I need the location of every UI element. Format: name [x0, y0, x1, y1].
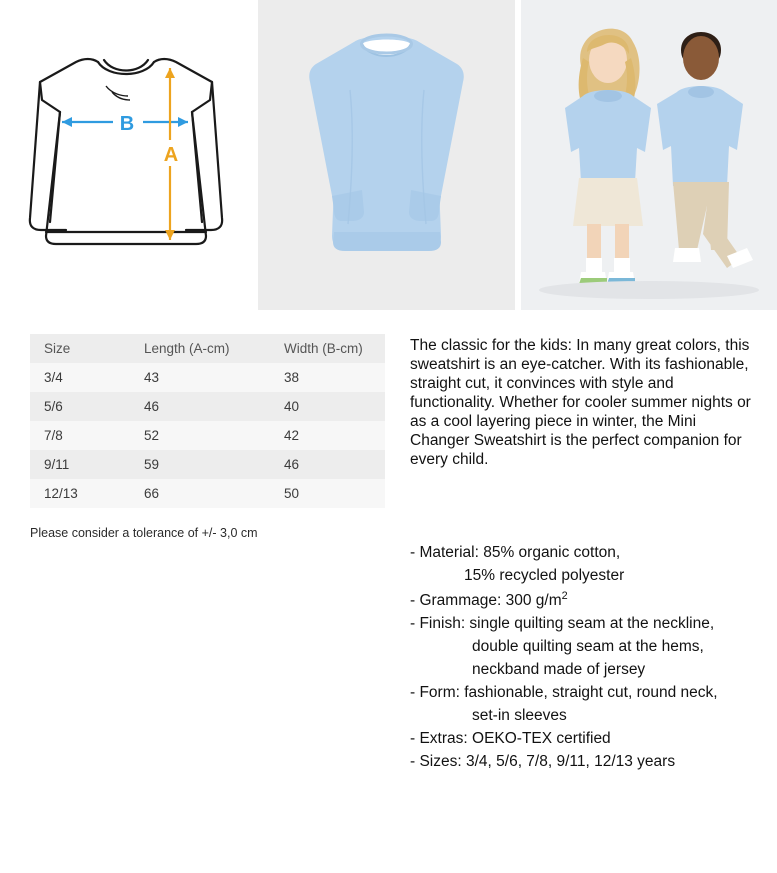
column-header-length: Length (A-cm)	[144, 341, 230, 356]
cell-width: 40	[284, 399, 300, 414]
size-chart	[30, 334, 385, 508]
spec-grammage-text: - Grammage: 300 g/m	[410, 592, 562, 610]
product-specifications	[410, 542, 760, 774]
measurement-diagram-image	[0, 0, 252, 310]
spec-form-cont: set-in sleeves	[472, 706, 567, 724]
table-row	[30, 363, 385, 392]
spec-form: - Form: fashionable, straight cut, round neck,	[410, 683, 718, 701]
table-row	[30, 450, 385, 479]
spec-material: - Material: 85% organic cotton,	[410, 544, 621, 561]
table-header-row	[30, 334, 385, 363]
cell-length: 59	[144, 457, 160, 472]
column-header-size: Size	[44, 341, 71, 356]
spec-finish-cont1: double quilting seam at the hems,	[472, 637, 704, 655]
table-row	[30, 421, 385, 450]
lifestyle-models-image	[521, 0, 777, 310]
cell-size: 12/13	[44, 486, 78, 501]
spec-finish-cont2: neckband made of jersey	[472, 660, 646, 678]
spec-material-cont: 15% recycled polyester	[464, 566, 625, 584]
cell-width: 38	[284, 370, 300, 385]
product-flat-image	[258, 0, 515, 310]
cell-size: 9/11	[44, 457, 70, 472]
cell-width: 50	[284, 486, 300, 501]
spec-extras: - Extras: OEKO-TEX certified	[410, 729, 611, 747]
size-table	[30, 334, 385, 508]
cell-length: 66	[144, 486, 160, 501]
spec-grammage	[410, 588, 760, 613]
spec-grammage-sup: 2	[561, 589, 568, 602]
sweatshirt-outline-svg	[0, 0, 252, 310]
table-row	[30, 479, 385, 508]
product-description	[410, 336, 755, 469]
table-row	[30, 392, 385, 421]
cell-length: 46	[144, 399, 160, 414]
product-image-strip	[0, 0, 777, 310]
cell-size: 7/8	[44, 428, 63, 443]
measure-label-a: A	[163, 144, 179, 166]
cell-length: 43	[144, 370, 160, 385]
cell-width: 46	[284, 457, 300, 472]
cell-width: 42	[284, 428, 300, 443]
tolerance-note: Please consider a tolerance of +/- 3,0 cm	[30, 526, 258, 540]
length-measure-a	[158, 68, 184, 240]
measure-label-b: B	[119, 113, 135, 135]
spec-sizes: - Sizes: 3/4, 5/6, 7/8, 9/11, 12/13 years	[410, 752, 676, 770]
kids-models-svg	[521, 0, 777, 310]
cell-size: 5/6	[44, 399, 63, 414]
spec-finish: - Finish: single quilting seam at the neckline,	[410, 614, 715, 632]
sweatshirt-flat-svg	[258, 0, 515, 310]
description-text: The classic for the kids: In many great colors, this sweatshirt is an eye-catcher. With its fashionable, straight cut, it convinces with style and functionality. Whether for cooler summer nights or as a cool layering piece in winter, the Mini Changer Sweatshirt is the perfect companion for every child.	[410, 337, 751, 469]
cell-size: 3/4	[44, 370, 63, 385]
cell-length: 52	[144, 428, 160, 443]
column-header-width: Width (B-cm)	[284, 341, 363, 356]
